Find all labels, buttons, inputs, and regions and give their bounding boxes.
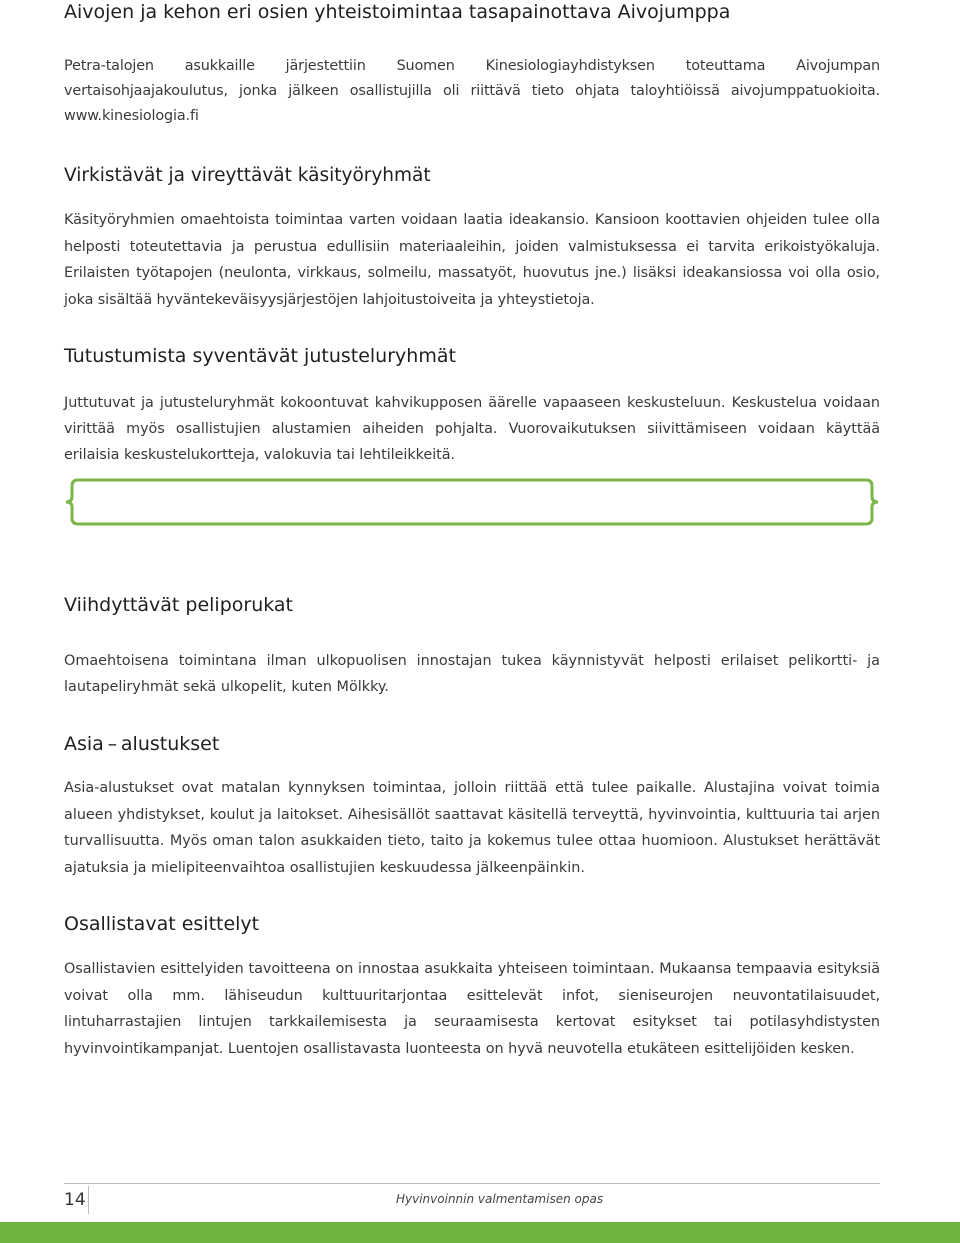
section-text-jutusteluryhmat: Juttutuvat ja jutusteluryhmät kokoontuvat kahvikupposen äärelle vapaaseen keskusteluun. Keskustelua voidaan virittää myös osallistujien alustamien aiheiden pohjalta. Vuorovaikutuksen siivittämiseen voidaan käyttää erilaisia keskustelukortteja, valokuvia tai lehtileikkeitä.	[64, 395, 880, 463]
section-title-asia-alustukset: Asia – alustukset	[64, 733, 220, 755]
footer-divider	[64, 1183, 880, 1184]
section-text-kasityoryhmat: Käsityöryhmien omaehtoista toimintaa varten voidaan laatia ideakansio. Kansioon koottavien ohjeiden tulee olla helposti toteutettavia ja perustua edullisiin materiaaleihin, joiden valmistuksessa ei tarvita erikoistyökaluja. Erilaisten työtapojen (neulonta, virkkaus, solmeilu, massatyöt, huovutus jne.) lisäksi ideakansiossa voi olla osio, joka sisältää hyväntekeväisyysjärjestöjen lahjoitustoiveita ja yhteystietoja.	[64, 212, 880, 308]
section-text-esittelyt: Osallistavien esittelyiden tavoitteena on innostaa asukkaita yhteiseen toimintaan. Mukaansa tempaavia esityksiä voivat olla mm. lähiseudun kulttuuritarjontaa esittelevät infot, sieniseurojen neuvontatilaisuudet, lintuharrastajien lintujen tarkkailemisesta ja seuraamisesta kertovat esitykset tai potilasyhdistysten hyvinvointikampanjat. Luentojen osallistavasta luonteesta on hyvä neuvotella etukäteen esittelijöiden kesken.	[64, 961, 880, 1057]
section-title-aivojumppa: Aivojen ja kehon eri osien yhteistoimintaa tasapainottava Aivojumppa	[64, 1, 731, 23]
footer-green-band	[0, 1222, 960, 1243]
quote-box	[64, 478, 880, 526]
footer-title: Hyvinvoinnin valmentamisen opas	[396, 1192, 604, 1206]
quote-frame-icon	[64, 478, 880, 526]
section-title-esittelyt: Osallistavat esittelyt	[64, 913, 260, 935]
section-title-jutusteluryhmat: Tutustumista syventävät jutusteluryhmät	[64, 345, 456, 367]
footer-vertical-divider	[88, 1186, 89, 1214]
section-text-aivojumppa: Petra-talojen asukkaille järjestettiin Suomen Kinesiologiayhdistyksen toteuttama Aivojumpan vertaisohjaajakoulutus, jonka jälkeen osallistujilla oli riittävä tieto ohjata taloyhtiöissä aivojumppatuokioita. www.kinesiologia.fi	[64, 58, 880, 124]
section-text-asia-alustukset: Asia-alustukset ovat matalan kynnyksen toimintaa, jolloin riittää että tulee paikalle. Alustajina voivat toimia alueen yhdistykset, koulut ja laitokset. Aihesisällöt saattavat käsitellä terveyttä, hyvinvointia, kulttuuria tai arjen turvallisuutta. Myös oman talon asukkaiden tieto, taito ja kokemus tulee ottaa huomioon. Alustukset herättävät ajatuksia ja mielipiteenvaihtoa osallistujien keskuudessa jälkeenpäinkin.	[64, 780, 880, 876]
section-title-kasityoryhmat: Virkistävät ja vireyttävät käsityöryhmät	[64, 165, 431, 186]
section-text-peliporukat: Omaehtoisena toimintana ilman ulkopuolisen innostajan tukea käynnistyvät helposti erilaiset pelikortti- ja lautapeliryhmät sekä ulkopelit, kuten Mölkky.	[64, 653, 880, 695]
page-number: 14	[64, 1190, 86, 1210]
section-title-peliporukat: Viihdyttävät peliporukat	[64, 594, 294, 616]
